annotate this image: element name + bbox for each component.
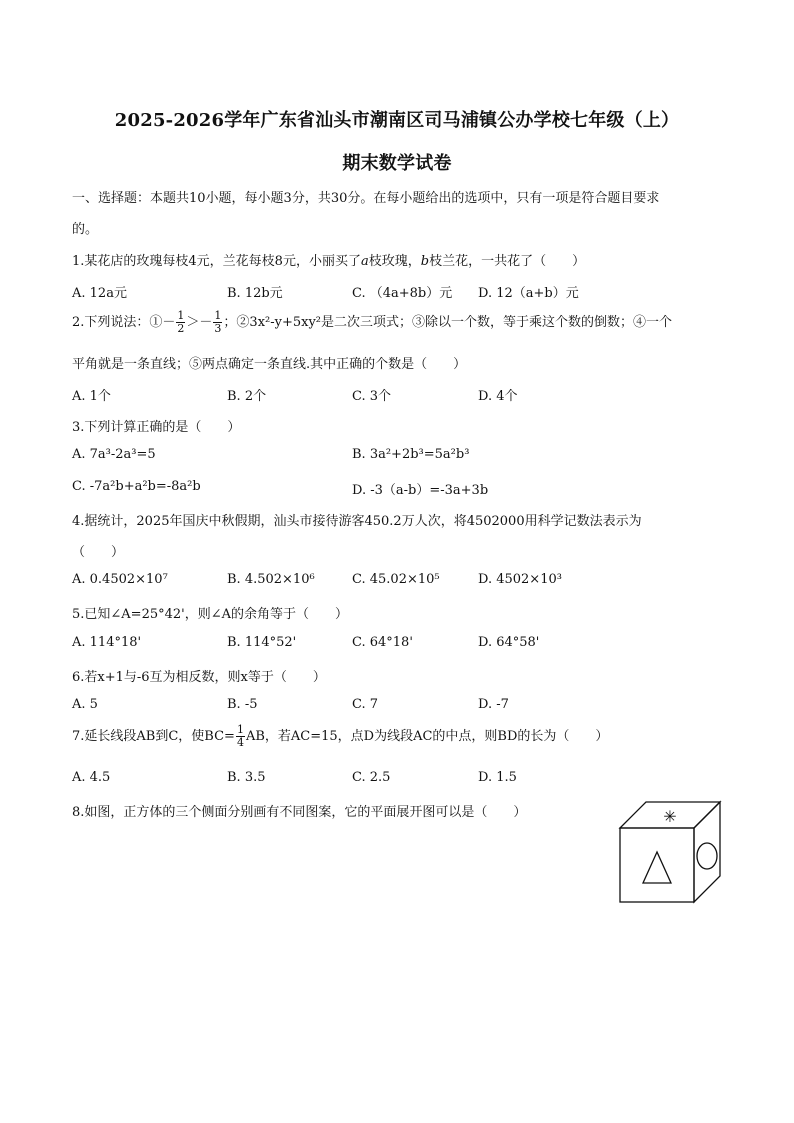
asterisk-icon: ✳ <box>663 807 677 826</box>
question-6-options <box>72 697 732 717</box>
q1-stem-c: 枝兰花，一共花了（ ） <box>429 254 586 269</box>
q5-option-b[interactable]: B. 114°52' <box>227 635 297 650</box>
q3-option-d[interactable]: D. -3（a-b）=-3a+3b <box>352 483 489 498</box>
question-4-options <box>72 572 732 592</box>
exam-title-line1: 2025-2026学年广东省汕头市潮南区司马浦镇公办学校七年级（上） <box>114 110 680 131</box>
q1-var-b: b <box>420 254 430 269</box>
q1-stem-b: 枝玫瑰， <box>368 254 421 269</box>
q6-option-a[interactable]: A. 5 <box>72 697 98 712</box>
question-5-options <box>72 635 732 655</box>
q1-option-b[interactable]: B. 12b元 <box>227 286 283 301</box>
q7-option-a[interactable]: A. 4.5 <box>72 770 111 785</box>
question-7-options <box>72 770 732 790</box>
q2-fraction-2 <box>213 310 222 335</box>
exam-title-line2: 期末数学试卷 <box>342 153 452 174</box>
q5-option-a[interactable]: A. 114°18' <box>72 635 142 650</box>
question-4-stem: 4.据统计，2025年国庆中秋假期，汕头市接待游客450.2万人次，将4502000用科学记数法表示为 <box>72 514 642 529</box>
q3-option-c[interactable]: C. -7a²b+a²b=-8a²b <box>72 479 201 494</box>
question-7-stem <box>72 724 608 749</box>
q2-option-c[interactable]: C. 3个 <box>352 389 392 404</box>
section-heading: 一、选择题：本题共10小题，每小题3分，共30分。在每小题给出的选项中，只有一项是符合题目要求 <box>72 191 660 206</box>
q2-stem-b: ；②3x²-y+5xy²是二次三项式；③除以一个数，等于乘这个数的倒数；④一个 <box>223 315 673 330</box>
q6-option-c[interactable]: C. 7 <box>352 697 379 712</box>
q7-option-d[interactable]: D. 1.5 <box>478 770 517 785</box>
question-2-stem <box>72 310 672 335</box>
q7-fraction <box>236 724 245 749</box>
section-heading-cont: 的。 <box>72 222 99 237</box>
question-1-stem <box>72 250 585 269</box>
q7-option-c[interactable]: C. 2.5 <box>352 770 391 785</box>
q3-option-a[interactable]: A. 7a³-2a³=5 <box>72 447 156 462</box>
q5-option-c[interactable]: C. 64°18' <box>352 635 413 650</box>
q2-option-d[interactable]: D. 4个 <box>478 389 518 404</box>
question-8-stem: 8.如图，正方体的三个侧面分别画有不同图案，它的平面展开图可以是（ ） <box>72 805 527 820</box>
q2-gt: ＞－ <box>186 315 213 330</box>
q2-fraction-1 <box>176 310 185 335</box>
question-5-stem: 5.已知∠A=25°42'，则∠A的余角等于（ ） <box>72 607 349 622</box>
q1-var-a: a <box>360 254 369 269</box>
q4-option-c[interactable]: C. 45.02×10⁵ <box>352 572 440 587</box>
q6-option-b[interactable]: B. -5 <box>227 697 258 712</box>
question-6-stem: 6.若x+1与-6互为相反数，则x等于（ ） <box>72 670 326 685</box>
question-1-options <box>72 282 732 302</box>
q1-stem-a: 1.某花店的玫瑰每枝4元，兰花每枝8元，小丽买了 <box>72 254 361 269</box>
q1-option-a[interactable]: A. 12a元 <box>72 286 127 301</box>
q4-option-b[interactable]: B. 4.502×10⁶ <box>227 572 315 587</box>
q6-option-d[interactable]: D. -7 <box>478 697 509 712</box>
q4-option-a[interactable]: A. 0.4502×10⁷ <box>72 572 168 587</box>
question-4-stem-line2: （ ） <box>72 545 125 560</box>
cube-figure <box>618 800 722 904</box>
question-3-options-row2 <box>72 479 732 499</box>
q4-option-d[interactable]: D. 4502×10³ <box>478 572 562 587</box>
question-2-stem-line2: 平角就是一条直线；⑤两点确定一条直线.其中正确的个数是（ ） <box>72 357 467 372</box>
q2-frac2-num: 1 <box>214 309 222 322</box>
q2-frac1-num: 1 <box>177 309 185 322</box>
q2-stem-a: 2.下列说法：①－ <box>72 315 176 330</box>
q7-option-b[interactable]: B. 3.5 <box>227 770 266 785</box>
triangle-icon <box>643 852 671 883</box>
q1-option-d[interactable]: D. 12（a+b）元 <box>478 286 579 301</box>
q3-option-b[interactable]: B. 3a²+2b³=5a²b³ <box>352 447 470 462</box>
question-2-options <box>72 385 732 405</box>
q5-option-d[interactable]: D. 64°58' <box>478 635 540 650</box>
q2-frac1-den: 2 <box>177 322 185 335</box>
q7-stem-a: 7.延长线段AB到C，使BC= <box>72 729 235 744</box>
q2-option-a[interactable]: A. 1个 <box>72 389 111 404</box>
q7-frac-num: 1 <box>236 723 244 736</box>
q7-frac-den: 4 <box>236 736 244 749</box>
circle-icon <box>697 843 717 869</box>
question-3-stem: 3.下列计算正确的是（ ） <box>72 420 241 435</box>
cube-front-face <box>620 828 694 902</box>
q1-option-c[interactable]: C. （4a+8b）元 <box>352 286 453 301</box>
q7-stem-b: AB，若AC=15，点D为线段AC的中点，则BD的长为（ ） <box>245 729 609 744</box>
q2-frac2-den: 3 <box>214 322 222 335</box>
question-3-options-row1 <box>72 447 732 467</box>
q2-option-b[interactable]: B. 2个 <box>227 389 267 404</box>
